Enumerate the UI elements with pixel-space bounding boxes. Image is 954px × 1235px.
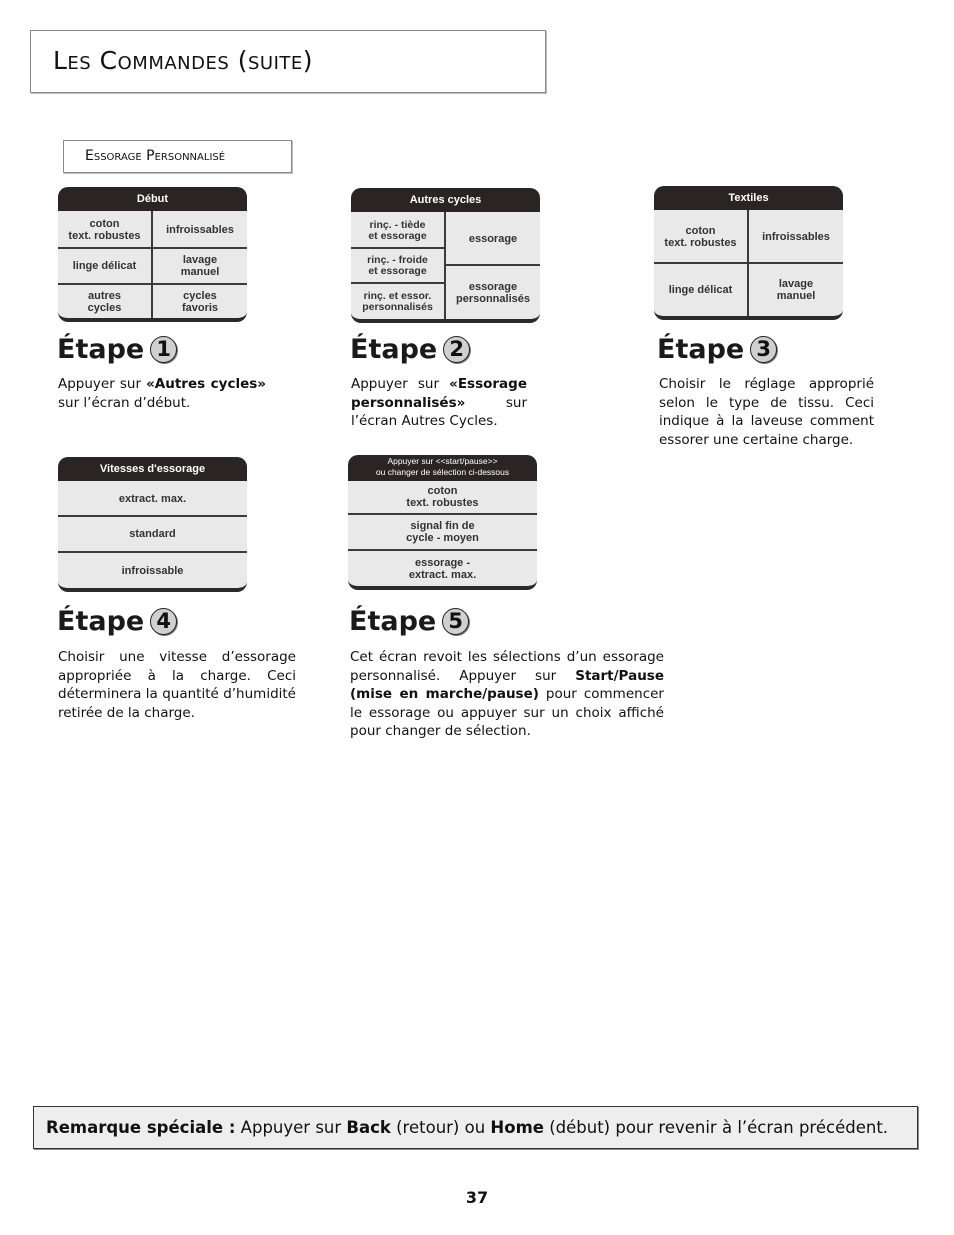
text: Appuyer sur <box>235 1118 347 1137</box>
emphasis: «Essorage personnalisés» <box>351 376 527 411</box>
screen-recap <box>348 455 537 590</box>
step-5-text <box>350 648 664 741</box>
step-2-text <box>351 375 527 431</box>
screen-header: Vitesses d'essorage <box>58 457 247 481</box>
page-title: Les Commandes (suite) <box>53 46 314 75</box>
step-1-heading <box>57 334 177 365</box>
step-4-text: Choisir une vitesse d’essorage appropriée à la charge. Ceci déterminera la quantité d’humidité retirée de la charge. <box>58 649 296 721</box>
step-label: Étape <box>350 334 438 365</box>
divider <box>654 262 843 264</box>
screen-option[interactable]: essorage <box>468 233 518 245</box>
divider <box>348 549 537 551</box>
step-number-badge: 2 <box>443 336 470 363</box>
note-label: Remarque spéciale : <box>46 1118 236 1137</box>
screen-option[interactable]: lavage manuel <box>180 254 220 278</box>
section-label-box <box>63 140 292 173</box>
screen-option[interactable]: linge délicat <box>668 284 733 296</box>
text: sur l’écran d’début. <box>58 394 191 411</box>
screen-option[interactable]: infroissables <box>166 224 234 236</box>
step-1-text <box>58 375 266 412</box>
text: (début) pour revenir à l’écran précédent. <box>543 1118 889 1137</box>
screen-option[interactable]: coton text. robustes <box>68 218 141 242</box>
step-3-heading <box>657 334 777 365</box>
screen-option[interactable]: rinç. et essor. personnalisés <box>362 289 433 313</box>
step-4-heading <box>57 606 177 637</box>
step-number-badge: 1 <box>150 336 177 363</box>
step-label: Étape <box>349 606 437 637</box>
text: Appuyer sur <box>351 376 450 392</box>
text: (retour) ou <box>390 1118 491 1137</box>
screen-option[interactable]: linge délicat <box>72 260 137 272</box>
screen-option[interactable]: rinç. - froide et essorage <box>367 253 428 277</box>
special-note <box>33 1106 918 1149</box>
screen-option[interactable]: rinç. - tiède et essorage <box>368 218 427 242</box>
step-2-heading <box>350 334 470 365</box>
step-number-badge: 4 <box>150 608 177 635</box>
screen-option[interactable]: cycles favoris <box>181 289 219 314</box>
screen-option[interactable]: coton text. robustes <box>406 485 479 509</box>
screen-vitesses <box>58 457 247 592</box>
screen-option[interactable]: essorage - extract. max. <box>408 556 477 581</box>
screen-header-line: Appuyer sur <<start/pause>> <box>387 456 498 466</box>
divider <box>151 211 153 318</box>
screen-option[interactable]: coton text. robustes <box>664 225 737 249</box>
divider <box>58 515 247 517</box>
title-box <box>30 30 546 93</box>
screen-option[interactable]: lavage manuel <box>776 278 816 302</box>
screen-option[interactable]: autres cycles <box>87 289 122 314</box>
step-label: Étape <box>657 334 745 365</box>
screen-header: Début <box>58 187 247 211</box>
screen-header <box>348 455 537 481</box>
screen-autres-cycles <box>351 188 540 323</box>
screen-header-line: ou changer de sélection ci-dessous <box>375 467 510 477</box>
step-3-text: Choisir le réglage approprié selon le type de tissu. Ceci indique à la laveuse comment essorer une certaine charge. <box>659 376 874 448</box>
step-number-badge: 5 <box>442 608 469 635</box>
step-label: Étape <box>57 334 145 365</box>
step-number-badge: 3 <box>750 336 777 363</box>
divider <box>351 282 444 284</box>
divider <box>58 283 247 285</box>
text: sur l’écran Autres Cycles. <box>351 394 527 429</box>
text: pour commencer le essorage ou appuyer sur un choix affiché pour changer de sélection. <box>350 686 664 739</box>
screen-debut <box>58 187 247 322</box>
emphasis: Home <box>490 1118 544 1137</box>
divider <box>58 551 247 553</box>
emphasis: «Autres cycles» <box>146 376 266 392</box>
text: Cet écran revoit les sélections d’un essorage personnalisé. Appuyer sur <box>350 649 664 684</box>
screen-option[interactable]: standard <box>129 528 176 540</box>
divider <box>446 264 540 266</box>
text: Appuyer sur <box>58 376 147 392</box>
screen-option[interactable]: extract. max. <box>118 493 187 505</box>
page-number: 37 <box>465 1188 489 1207</box>
screen-textiles <box>654 186 843 320</box>
screen-header: Textiles <box>654 186 843 210</box>
screen-header: Autres cycles <box>351 188 540 212</box>
screen-option[interactable]: infroissable <box>121 564 184 577</box>
divider <box>351 247 444 249</box>
screen-option[interactable]: essorage personnalisés <box>456 280 530 305</box>
emphasis: Start/Pause (mise en marche/pause) <box>350 667 664 702</box>
screen-option[interactable]: infroissables <box>762 231 830 243</box>
step-5-heading <box>349 606 469 637</box>
divider <box>58 247 247 249</box>
screen-option[interactable]: signal fin de cycle - moyen <box>406 520 479 544</box>
emphasis: Back <box>346 1118 391 1137</box>
divider <box>348 513 537 515</box>
step-label: Étape <box>57 606 145 637</box>
section-label: Essorage Personnalisé <box>85 148 226 164</box>
